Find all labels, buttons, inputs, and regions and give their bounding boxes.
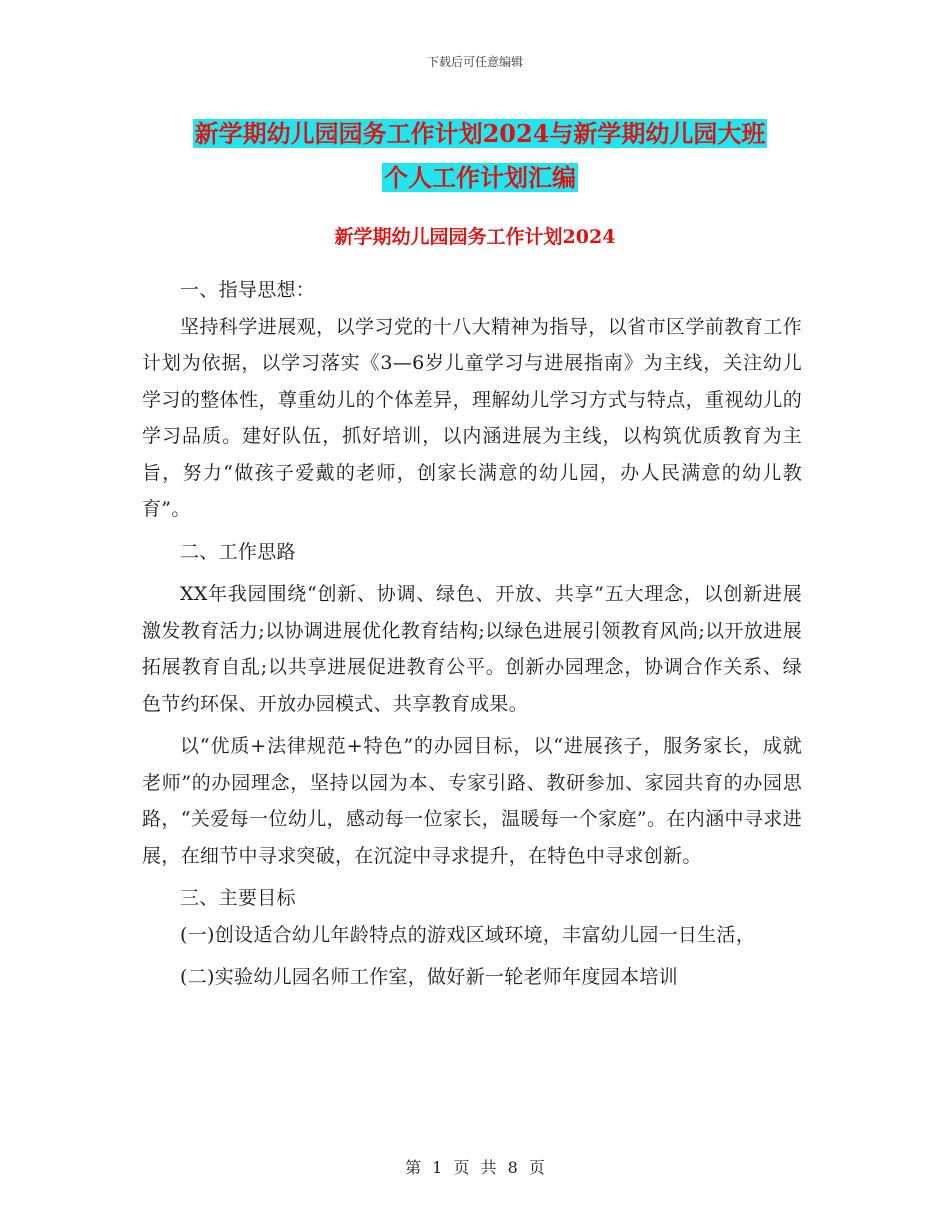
section-title: 新学期幼儿园园务工作计划2024 (334, 226, 616, 248)
paragraph-guiding-ideology: 坚持科学进展观，以学习党的十八大精神为指导，以省市区学前教育工作计划为依据，以学习落实《3—6岁儿童学习与进展指南》为主线，关注幼儿学习的整体性，尊重幼儿的个体差异，理解幼儿学习方式与特点，重视幼儿的学习品质。建好队伍，抓好培训，以内涵进展为主线，以构筑优质教育为主旨，努力“做孩子爱戴的老师，创家长满意的幼儿园，办人民满意的幼儿教育”。 (142, 315, 802, 520)
heading-main-objectives: 三、主要目标 (180, 887, 296, 909)
paragraph-work-approach: XX年我园围绕“创新、协调、绿色、开放、共享”五大理念，以创新进展激发教育活力;以协调进展优化教育结构;以绿色进展引领教育风尚;以开放进展拓展教育自乱;以共享进展促进教育公平。创新办园理念，协调合作关系、绿色节约环保、开放办园模式、共享教育成果。 (142, 583, 802, 715)
header-note: 下载后可任意编辑 (426, 55, 523, 69)
paragraph-school-goals: 以“优质+法律规范+特色”的办园目标，以“进展孩子，服务家长，成就老师”的办园理念，坚持以园为本、专家引路、教研参加、家园共育的办园思路，“关爱每一位幼儿，感动每一位家长，温暖每一个家庭”。在内涵中寻求进展，在细节中寻求突破，在沉淀中寻求提升，在特色中寻求创新。 (142, 735, 802, 867)
document-title-line-2: 个人工作计划汇编 (384, 163, 576, 192)
document-title-line-1: 新学期幼儿园园务工作计划2024与新学期幼儿园大班 (194, 119, 766, 148)
heading-guiding-ideology: 一、指导思想： (180, 279, 316, 301)
document-body (142, 272, 802, 996)
objective-item-2: (二)实验幼儿园名师工作室，做好新一轮老师年度园本培训 (180, 966, 678, 988)
document-title (150, 112, 810, 200)
objective-item-1: (一)创设适合幼儿年龄特点的游戏区域环境，丰富幼儿园一日生活， (180, 923, 756, 946)
heading-work-approach: 二、工作思路 (180, 540, 296, 563)
page-footer: 第 1 页 共 8 页 (405, 1158, 545, 1177)
